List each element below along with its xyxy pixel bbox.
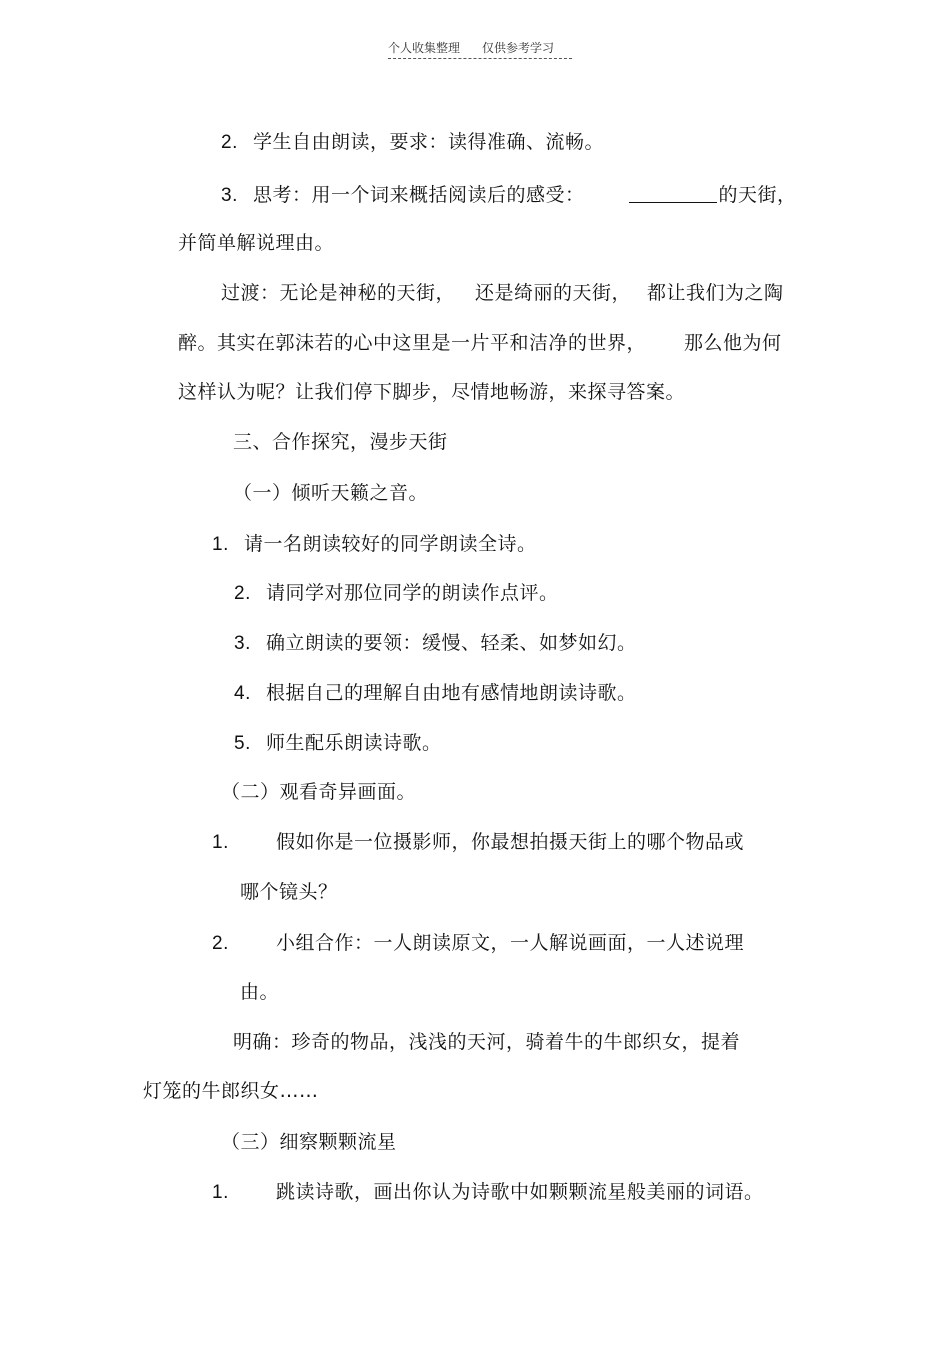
list-number: 2. bbox=[212, 933, 229, 954]
list-number: 1. bbox=[212, 534, 229, 555]
list-number: 1. bbox=[212, 1182, 229, 1203]
list-item bbox=[234, 681, 637, 706]
list-number: 2. bbox=[234, 583, 251, 604]
list-text: 小组合作：一人朗读原文，一人解说画面，一人述说理 bbox=[276, 932, 745, 954]
paragraph-text: 并简单解说理由。 bbox=[178, 232, 335, 254]
fill-in-blank bbox=[629, 182, 717, 203]
step-number: 2. bbox=[221, 132, 238, 153]
section-heading bbox=[233, 430, 448, 454]
clarification-continuation bbox=[143, 1079, 319, 1103]
list-item bbox=[234, 631, 637, 656]
list-item bbox=[212, 1180, 764, 1205]
transition-text-b: 还是绮丽的天街， bbox=[475, 282, 632, 304]
list-text: 假如你是一位摄影师，你最想拍摄天街上的哪个物品或 bbox=[276, 831, 745, 853]
list-number: 1. bbox=[212, 832, 229, 853]
list-item bbox=[212, 532, 537, 557]
clarification-text: 灯笼的牛郎织女…… bbox=[143, 1080, 319, 1102]
paragraph-line bbox=[178, 231, 334, 255]
paragraph-text-a: 醉。其实在郭沫若的心中这里是一片平和洁净的世界， bbox=[178, 332, 647, 354]
paragraph-line bbox=[178, 380, 685, 404]
subsection-heading bbox=[233, 481, 428, 505]
clarification-text: 明确：珍奇的物品，浅浅的天河，骑着牛的牛郎织女，提着 bbox=[233, 1031, 741, 1053]
page-header bbox=[388, 40, 572, 59]
list-text: 跳读诗歌，画出你认为诗歌中如颗颗流星般美丽的词语。 bbox=[276, 1181, 764, 1203]
list-text: 请同学对那位同学的朗读作点评。 bbox=[266, 582, 559, 604]
list-item bbox=[234, 731, 442, 756]
list-text: 由。 bbox=[240, 981, 280, 1003]
step-text: 思考：用一个词来概括阅读后的感受： bbox=[253, 184, 585, 206]
subsection-heading-text: （三）细察颗颗流星 bbox=[221, 1131, 397, 1153]
list-item bbox=[234, 581, 559, 606]
section-heading-text: 三、合作探究，漫步天街 bbox=[233, 431, 448, 453]
subsection-heading bbox=[221, 780, 416, 804]
list-text: 请一名朗读较好的同学朗读全诗。 bbox=[244, 533, 537, 555]
list-item-continuation bbox=[240, 880, 338, 904]
paragraph-line bbox=[178, 331, 782, 355]
transition-text-c: 都让我们为之陶 bbox=[647, 282, 784, 304]
header-left-text: 个人收集整理 bbox=[388, 41, 461, 55]
step-number: 3. bbox=[221, 185, 238, 206]
subsection-heading-text: （一）倾听天籁之音。 bbox=[233, 482, 429, 504]
subsection-heading bbox=[221, 1130, 397, 1154]
list-item-continuation bbox=[240, 980, 279, 1004]
step-text: 学生自由朗读，要求：读得准确、流畅。 bbox=[253, 131, 605, 153]
list-text: 师生配乐朗读诗歌。 bbox=[266, 732, 442, 754]
list-item bbox=[212, 830, 744, 855]
header-right-text: 仅供参考学习 bbox=[482, 41, 555, 55]
list-number: 3. bbox=[234, 633, 251, 654]
list-number: 5. bbox=[234, 733, 251, 754]
list-text: 哪个镜头？ bbox=[240, 881, 338, 903]
transition-line bbox=[221, 281, 784, 305]
subsection-heading-text: （二）观看奇异画面。 bbox=[221, 781, 417, 803]
step-text-end: 的天街， bbox=[718, 184, 797, 206]
list-text: 根据自己的理解自由地有感情地朗读诗歌。 bbox=[266, 682, 637, 704]
transition-text-a: 过渡：无论是神秘的天街， bbox=[221, 282, 456, 304]
step-2-line bbox=[221, 130, 604, 155]
list-item bbox=[212, 931, 744, 956]
clarification-line bbox=[233, 1030, 740, 1054]
step-3-line bbox=[221, 182, 797, 208]
list-number: 4. bbox=[234, 683, 251, 704]
paragraph-text: 这样认为呢？让我们停下脚步，尽情地畅游，来探寻答案。 bbox=[178, 381, 686, 403]
list-text: 确立朗读的要领：缓慢、轻柔、如梦如幻。 bbox=[266, 632, 637, 654]
paragraph-text-b: 那么他为何 bbox=[684, 332, 782, 354]
